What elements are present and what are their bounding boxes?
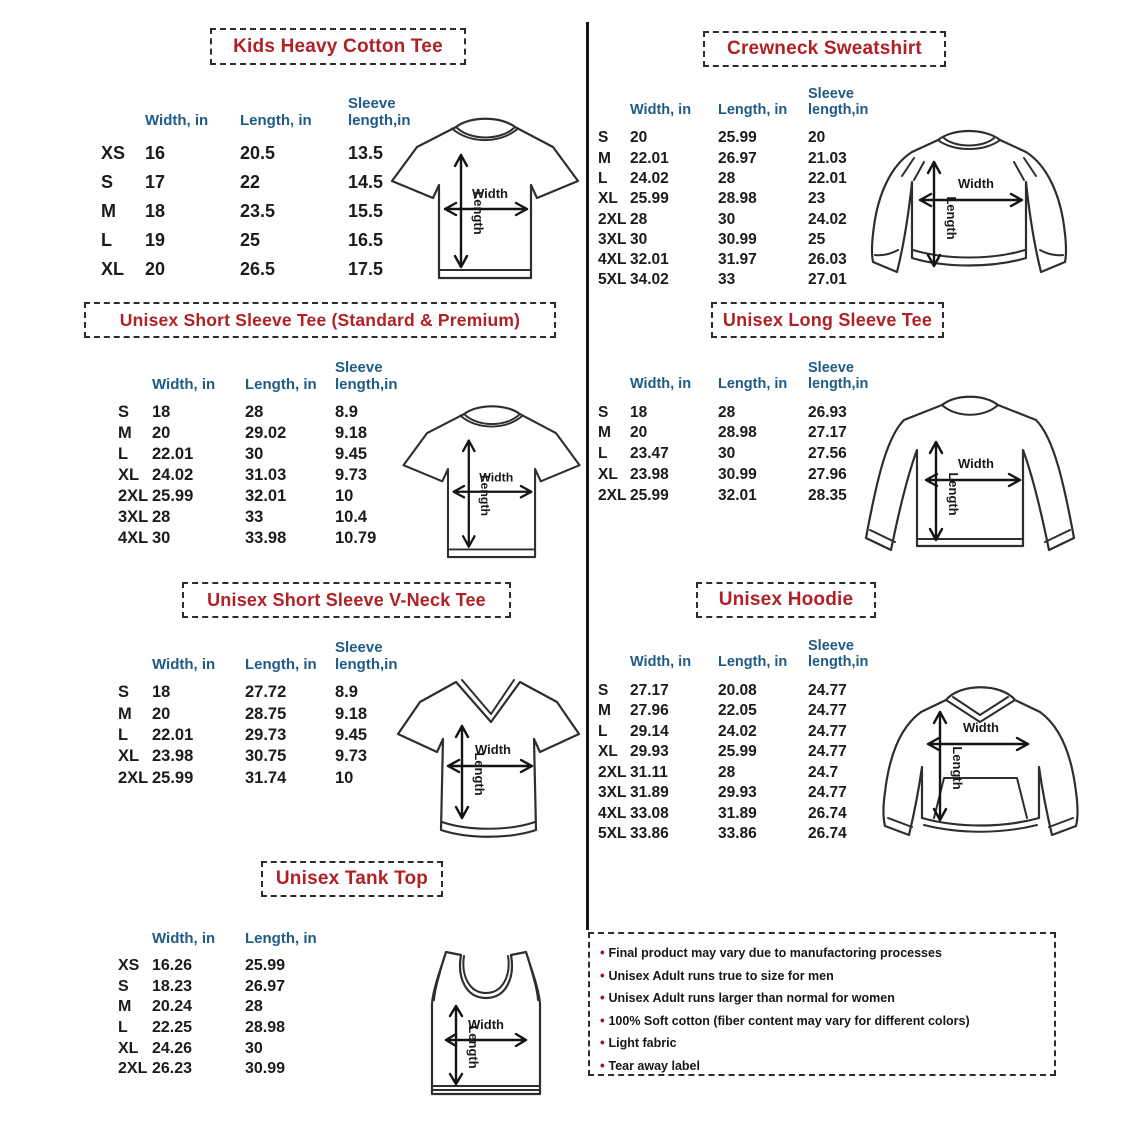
size-label: S [118,683,130,702]
measurement-value: 20 [630,129,648,147]
measurement-value: 25.99 [630,486,669,504]
measurement-value: 31.74 [245,768,287,787]
measurement-value: 25.99 [245,957,286,975]
size-label: XL [598,190,618,208]
measurement-value: 13.5 [348,142,384,163]
measurement-value: 26.97 [718,149,757,167]
measurement-value: 23.47 [630,445,669,463]
width-arrow-label: Width [958,456,994,471]
panel-title-text: Unisex Long Sleeve Tee [722,309,933,330]
measurement-value: 30 [630,230,648,248]
size-label: 2XL [598,210,627,228]
measurement-value: 10.4 [335,508,368,527]
column-header: Width, in [630,102,692,119]
width-arrow-label: Width [475,742,511,757]
measurement-value: 8.9 [335,683,358,702]
measurement-value: 25 [240,229,261,250]
size-label: 5XL [598,271,627,289]
measurement-value: 25.99 [718,743,757,760]
measurement-value: 27.01 [808,271,847,289]
measurement-value: 31.89 [630,784,669,801]
measurement-value: 26.74 [808,825,847,842]
size-label: XL [118,747,140,766]
size-label: S [598,681,609,699]
column-header: Sleeve length,in [808,637,869,671]
note-item: • Final product may vary due to manufactoring processes [600,942,1046,965]
length-arrow-label: Length [950,746,965,790]
size-label: XL [598,466,618,484]
measurement-value: 25.99 [630,190,669,208]
measurement-value: 30.99 [245,1060,286,1078]
measurement-value: 24.77 [808,722,847,740]
measurement-value: 33.08 [630,804,669,822]
measurement-value: 24.02 [718,722,757,740]
measurement-value: 24.77 [808,784,847,801]
size-label: S [598,129,609,147]
measurement-value: 9.45 [335,445,368,464]
size-label: 4XL [118,529,149,548]
size-label: L [118,1019,128,1037]
length-arrow-label: Length [471,191,486,235]
measurement-value: 18 [630,403,648,421]
measurement-value: 24.7 [808,763,839,781]
measurement-value: 16.26 [152,957,193,975]
note-item: • Unisex Adult runs true to size for men [600,965,1046,988]
measurement-value: 27.96 [630,702,669,719]
column-header: Length, in [718,376,788,393]
measurement-value: 26.97 [245,977,286,995]
measurement-value: 29.02 [245,424,287,443]
measurement-value: 10.79 [335,529,377,548]
measurement-value: 24.77 [808,681,847,699]
measurement-value: 9.45 [335,725,368,744]
size-label: L [118,725,129,744]
measurement-value: 28 [630,210,648,228]
measurement-value: 24.77 [808,743,847,760]
measurement-value: 15.5 [348,200,384,221]
size-label: 2XL [598,486,627,504]
measurement-value: 9.73 [335,747,368,766]
measurement-value: 20.24 [152,998,193,1016]
size-label: M [598,424,611,442]
measurement-value: 22.01 [630,149,669,167]
column-header: Sleeve length,in [335,358,398,393]
column-header: Width, in [145,111,209,129]
note-item: • 100% Soft cotton (fiber content may vary for different colors) [600,1010,1046,1033]
measurement-value: 9.18 [335,704,368,723]
measurement-value: 25.99 [152,768,194,787]
measurement-value: 17.5 [348,258,384,279]
measurement-value: 22 [240,171,261,192]
measurement-value: 27.96 [808,466,847,484]
measurement-value: 28 [245,998,263,1016]
measurement-value: 24.77 [808,702,847,719]
measurement-value: 14.5 [348,171,384,192]
measurement-value: 23 [808,190,826,208]
length-arrow-label: Length [478,475,493,517]
measurement-value: 33.86 [630,825,669,842]
column-header: Sleeve length,in [348,94,411,129]
measurement-value: 18.23 [152,977,193,995]
size-label: XS [101,142,126,163]
column-header: Length, in [240,111,312,129]
column-header: Sleeve length,in [808,359,869,393]
measurement-value: 33.86 [718,825,757,842]
size-label: M [118,424,132,443]
width-arrow-label: Width [468,1017,504,1032]
measurement-value: 20.08 [718,681,757,699]
measurement-value: 10 [335,487,354,506]
measurement-value: 27.56 [808,445,847,463]
measurement-value: 10 [335,768,354,787]
measurement-value: 30 [245,1039,263,1057]
measurement-value: 24.26 [152,1039,193,1057]
measurement-value: 30 [152,529,171,548]
column-header: Width, in [152,929,216,947]
note-item: • Unisex Adult runs larger than normal for women [600,987,1046,1010]
measurement-value: 28.98 [718,190,757,208]
length-arrow-label: Length [944,196,959,240]
measurement-value: 23.98 [152,747,194,766]
size-label: 2XL [118,1060,148,1078]
measurement-value: 30.99 [718,230,757,248]
measurement-value: 27.17 [630,681,669,699]
measurement-value: 17 [145,171,166,192]
measurement-value: 28.98 [718,424,757,442]
column-header: Width, in [630,654,692,671]
column-header: Sleeve length,in [335,638,398,673]
size-label: 5XL [598,825,627,842]
measurement-value: 25.99 [152,487,194,506]
measurement-value: 30 [245,445,264,464]
measurement-value: 26.5 [240,258,276,279]
column-header: Length, in [718,654,788,671]
measurement-value: 20 [808,129,826,147]
measurement-value: 24.02 [152,466,194,485]
size-label: 2XL [118,487,149,506]
size-label: 4XL [598,804,627,822]
measurement-value: 32.01 [245,487,287,506]
note-item: • Light fabric [600,1032,1046,1055]
column-header: Width, in [630,376,692,393]
column-header: Length, in [245,375,317,393]
column-header: Length, in [718,102,788,119]
panel-title-text: Unisex Short Sleeve V-Neck Tee [207,589,486,610]
measurement-value: 29.93 [718,784,757,801]
size-label: M [598,702,611,719]
size-label: 3XL [118,508,149,527]
size-label: M [118,998,132,1016]
notes-box [588,932,1056,1076]
size-label: 4XL [598,251,627,269]
measurement-value: 20 [152,424,171,443]
size-label: 3XL [598,230,627,248]
measurement-value: 16 [145,142,166,163]
measurement-value: 34.02 [630,271,669,289]
measurement-value: 26.03 [808,251,847,269]
measurement-value: 29.93 [630,743,669,760]
measurement-value: 31.89 [718,804,757,822]
size-label: 2XL [598,763,627,781]
panel-title-text: Unisex Short Sleeve Tee (Standard & Premium) [119,309,521,330]
width-arrow-label: Width [963,720,999,735]
panel-title-text: Unisex Tank Top [275,868,429,889]
measurement-value: 22.01 [152,445,194,464]
measurement-value: 22.05 [718,702,757,719]
measurement-value: 27.17 [808,424,847,442]
size-label: XS [118,957,140,975]
measurement-value: 18 [152,683,171,702]
measurement-value: 26.74 [808,804,847,822]
measurement-value: 8.9 [335,403,358,422]
size-label: S [598,403,609,421]
size-label: L [101,229,112,250]
size-label: XL [101,258,125,279]
measurement-value: 22.25 [152,1019,193,1037]
measurement-value: 20 [630,424,648,442]
measurement-value: 31.03 [245,466,287,485]
measurement-value: 28 [245,403,264,422]
panel-title-text: Unisex Hoodie [718,589,854,610]
measurement-value: 28 [152,508,171,527]
measurement-value: 24.02 [630,169,669,187]
column-header: Length, in [245,655,317,673]
measurement-value: 16.5 [348,229,384,250]
size-label: L [598,722,608,740]
size-label: 2XL [118,768,149,787]
measurement-value: 31.11 [630,763,668,781]
note-item: • Tear away label [600,1055,1046,1078]
size-label: XL [118,466,140,485]
size-label: S [118,403,130,422]
measurement-value: 23.98 [630,466,669,484]
measurement-value: 25 [808,230,826,248]
width-arrow-label: Width [958,176,994,191]
measurement-value: 26.93 [808,403,847,421]
measurement-value: 20 [152,704,171,723]
measurement-value: 28.75 [245,704,287,723]
panel-title-text: Crewneck Sweatshirt [727,38,922,59]
panel-title-text: Kids Heavy Cotton Tee [233,35,443,57]
measurement-value: 18 [145,200,166,221]
measurement-value: 21.03 [808,149,847,167]
measurement-value: 30.99 [718,466,757,484]
width-arrow-label: Width [479,470,514,485]
measurement-value: 28 [718,169,736,187]
size-label: XL [118,1039,139,1057]
measurement-value: 28.98 [245,1019,286,1037]
size-label: M [598,149,611,167]
measurement-value: 20.5 [240,142,276,163]
column-header: Sleeve length,in [808,85,869,119]
size-label: L [598,169,608,187]
measurement-value: 28 [718,763,736,781]
measurement-value: 27.72 [245,683,287,702]
measurement-value: 30 [718,445,736,463]
size-label: L [118,445,129,464]
measurement-value: 22.01 [152,725,194,744]
measurement-value: 28 [718,403,736,421]
measurement-value: 30.75 [245,747,287,766]
size-label: S [118,977,129,995]
size-label: M [118,704,132,723]
notes-list [600,942,1046,1078]
measurement-value: 9.73 [335,466,368,485]
size-label: S [101,171,114,192]
column-header: Width, in [152,375,216,393]
column-header: Width, in [152,655,216,673]
measurement-value: 24.02 [808,210,847,228]
size-label: XL [598,743,618,760]
column-header: Length, in [245,929,317,947]
measurement-value: 25.99 [718,129,757,147]
measurement-value: 22.01 [808,169,847,187]
size-label: M [101,200,116,221]
width-arrow-label: Width [472,186,508,201]
measurement-value: 31.97 [718,251,757,269]
measurement-value: 19 [145,229,166,250]
measurement-value: 9.18 [335,424,368,443]
measurement-value: 29.14 [630,722,669,740]
measurement-value: 26.23 [152,1060,193,1078]
length-arrow-label: Length [946,472,961,516]
length-arrow-label: Length [466,1025,481,1069]
length-arrow-label: Length [472,752,487,796]
measurement-value: 20 [145,258,166,279]
measurement-value: 32.01 [630,251,669,269]
size-label: 3XL [598,784,627,801]
measurement-value: 33 [718,271,736,289]
size-label: L [598,445,608,463]
measurement-value: 33 [245,508,264,527]
measurement-value: 30 [718,210,736,228]
measurement-value: 28.35 [808,486,847,504]
measurement-value: 32.01 [718,486,757,504]
measurement-value: 29.73 [245,725,287,744]
measurement-value: 23.5 [240,200,276,221]
measurement-value: 33.98 [245,529,287,548]
measurement-value: 18 [152,403,171,422]
